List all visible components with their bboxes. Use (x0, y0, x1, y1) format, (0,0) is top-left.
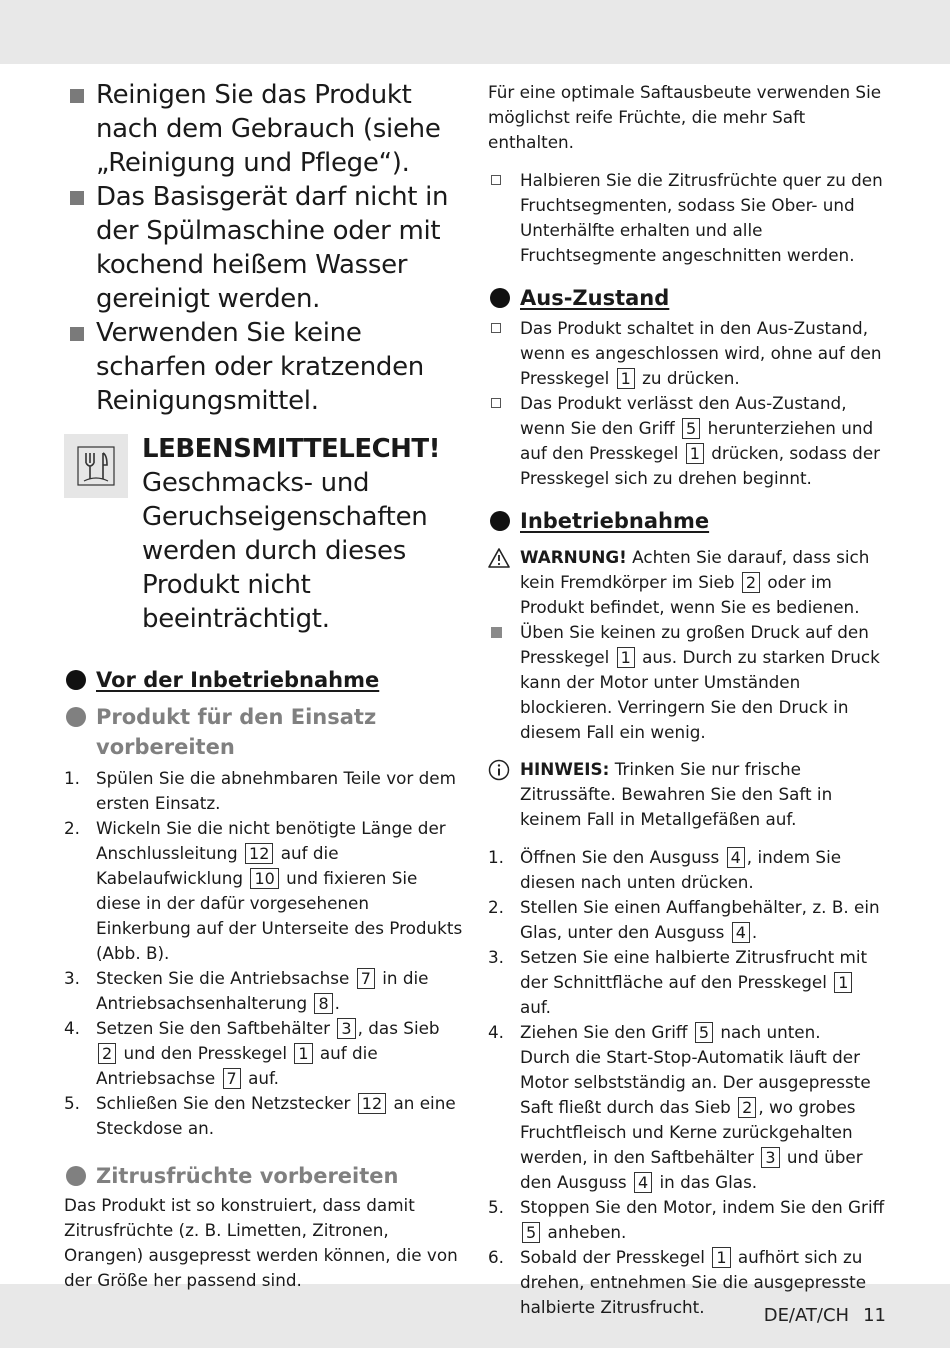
operation-steps-list (488, 845, 888, 1320)
language-label: DE/AT/CH (763, 1305, 850, 1326)
bullet-dot-icon (490, 288, 510, 308)
part-ref: 5 (522, 1222, 540, 1243)
list-item: 4. Ziehen Sie den Griff 5 nach unten. Durch die Start-Stop-Automatik läuft der Motor selbstständig an. Der ausgepresste Saft fließt durch das Sieb 2 , wo grobes Fruchtfleisch und Kerne zurückgehalten werden, in den Saftbehälter 3 und über den Ausguss 4 in das Glas. (488, 1022, 871, 1192)
heading-before-use: Vor der Inbetriebnahme (64, 666, 464, 694)
prep-steps-list (64, 766, 464, 1141)
part-ref: 5 (682, 418, 700, 439)
list-item: 5. Schließen Sie den Netzstecker 12 an eine Steckdose an. (64, 1093, 456, 1138)
list-item: 6. Sobald der Presskegel 1 aufhört sich zu drehen, entnehmen Sie die ausgepresste halbierte Zitrusfrucht. (488, 1247, 867, 1317)
food-safe-title: LEBENSMITTELECHT! (142, 434, 441, 464)
checkbox-bullet-icon (491, 175, 501, 185)
part-ref: 7 (223, 1068, 241, 1089)
bullet-dot-icon (66, 707, 86, 727)
page-number: 11 (863, 1305, 886, 1326)
list-item: 4. Setzen Sie den Saftbehälter 3 , das Sieb 2 und den Presskegel 1 auf die Antriebsachse 7 auf. (64, 1018, 440, 1088)
info-icon (488, 759, 510, 781)
list-item: 1. Öffnen Sie den Ausguss 4 , indem Sie diesen nach unten drücken. (488, 847, 842, 892)
square-bullet-icon (70, 89, 84, 103)
part-ref: 7 (357, 968, 375, 989)
off-state-item-1: Das Produkt schaltet in den Aus-Zustand, wenn es angeschlossen wird, ohne auf den Presskegel 1 zu drücken. (488, 316, 888, 391)
square-bullet-icon (70, 327, 84, 341)
part-ref: 10 (250, 868, 278, 889)
heading-operation: Inbetriebnahme (488, 507, 888, 535)
list-item: 2. Wickeln Sie die nicht benötigte Länge der Anschlussleitung 12 auf die Kabelaufwicklung 10 und fixieren Sie diese in der dafür vorgesehenen Einkerbung auf der Unterseite des Produkts (Abb. B). (64, 818, 463, 963)
list-item: 1. Spülen Sie die abnehmbaren Teile vor dem ersten Einsatz. (64, 768, 456, 813)
part-ref: 4 (634, 1172, 652, 1193)
part-ref: 2 (742, 572, 760, 593)
list-item: 2. Stellen Sie einen Auffangbehälter, z. B. ein Glas, unter den Ausguss 4 . (488, 897, 880, 942)
off-state-item-2: Das Produkt verlässt den Aus-Zustand, wenn Sie den Griff 5 herunterziehen und auf den Presskegel 1 drücken, sodass der Presskegel sich zu drehen beginnt. (488, 391, 888, 491)
bullet-dot-icon (490, 511, 510, 531)
part-ref: 3 (337, 1018, 355, 1039)
checkbox-bullet-icon (491, 323, 501, 333)
part-ref: 1 (294, 1043, 312, 1064)
part-ref: 12 (245, 843, 273, 864)
right-column (488, 80, 888, 1320)
square-bullet-icon (70, 191, 84, 205)
part-ref: 8 (314, 993, 332, 1014)
pressure-item: Üben Sie keinen zu großen Druck auf den Presskegel 1 aus. Durch zu starken Druck kann der Motor unter Umständen blockieren. Verringern Sie den Druck in diesem Fall ein wenig. (488, 620, 888, 745)
part-ref: 3 (761, 1147, 779, 1168)
list-item: 3. Stecken Sie die Antriebsachse 7 in die Antriebsachsenhalterung 8 . (64, 968, 429, 1013)
checkbox-bullet-icon (491, 398, 501, 408)
food-safe-icon (64, 434, 128, 498)
note-item: HINWEIS: Trinken Sie nur frische Zitrussäfte. Bewahren Sie den Saft in keinem Fall in Metallgefäßen auf. (488, 757, 888, 832)
part-ref: 1 (617, 368, 635, 389)
part-ref: 1 (686, 443, 704, 464)
warning-item: WARNUNG! Achten Sie darauf, dass sich kein Fremdkörper im Sieb 2 oder im Produkt befindet, wenn Sie es bedienen. (488, 545, 888, 620)
warning-icon (488, 547, 510, 569)
citrus-paragraph: Das Produkt ist so konstruiert, dass damit Zitrusfrüchte (z. B. Limetten, Zitronen, Orangen) ausgepresst werden können, die von der Größe her passend sind. (64, 1195, 458, 1290)
part-ref: 4 (732, 922, 750, 943)
bullet-dot-icon (66, 670, 86, 690)
part-ref: 12 (358, 1093, 386, 1114)
list-item: 5. Stoppen Sie den Motor, indem Sie den Griff 5 anheben. (488, 1197, 885, 1242)
food-safe-text: Geschmacks- und Geruchseigenschaften werden durch dieses Produkt nicht beeinträchtigt. (142, 468, 428, 634)
left-column (64, 78, 464, 1293)
square-bullet-icon (491, 627, 502, 638)
food-safe-notice (64, 432, 464, 636)
list-item: 3. Setzen Sie eine halbierte Zitrusfrucht mit der Schnittfläche auf den Presskegel 1 auf. (488, 947, 868, 1017)
dishwasher-bullet: Das Basisgerät darf nicht in der Spülmaschine oder mit kochend heißem Wasser gereinigt werden. (64, 180, 464, 316)
header-band (0, 0, 950, 64)
heading-prepare-citrus: Zitrusfrüchte vorbereiten (64, 1161, 464, 1191)
halve-fruit-item: Halbieren Sie die Zitrusfrüchte quer zu den Fruchtsegmenten, sodass Sie Ober- und Unterhälfte erhalten und alle Fruchtsegmente angeschnitten werden. (488, 168, 888, 268)
part-ref: 5 (695, 1022, 713, 1043)
part-ref: 1 (834, 972, 852, 993)
intro-paragraph: Für eine optimale Saftausbeute verwenden Sie möglichst reife Früchte, die mehr Saft enthalten. (488, 82, 882, 152)
part-ref: 4 (727, 847, 745, 868)
heading-off-state: Aus-Zustand (488, 284, 888, 312)
cleaning-bullet: Reinigen Sie das Produkt nach dem Gebrauch (siehe „Reinigung und Pflege“). (64, 78, 464, 180)
heading-prepare-product: Produkt für den Einsatz vorbereiten (64, 702, 464, 762)
part-ref: 2 (98, 1043, 116, 1064)
bullet-dot-icon (66, 1166, 86, 1186)
part-ref: 1 (712, 1247, 730, 1268)
abrasive-bullet: Verwenden Sie keine scharfen oder kratzenden Reinigungsmittel. (64, 316, 464, 418)
part-ref: 2 (738, 1097, 756, 1118)
part-ref: 1 (617, 647, 635, 668)
